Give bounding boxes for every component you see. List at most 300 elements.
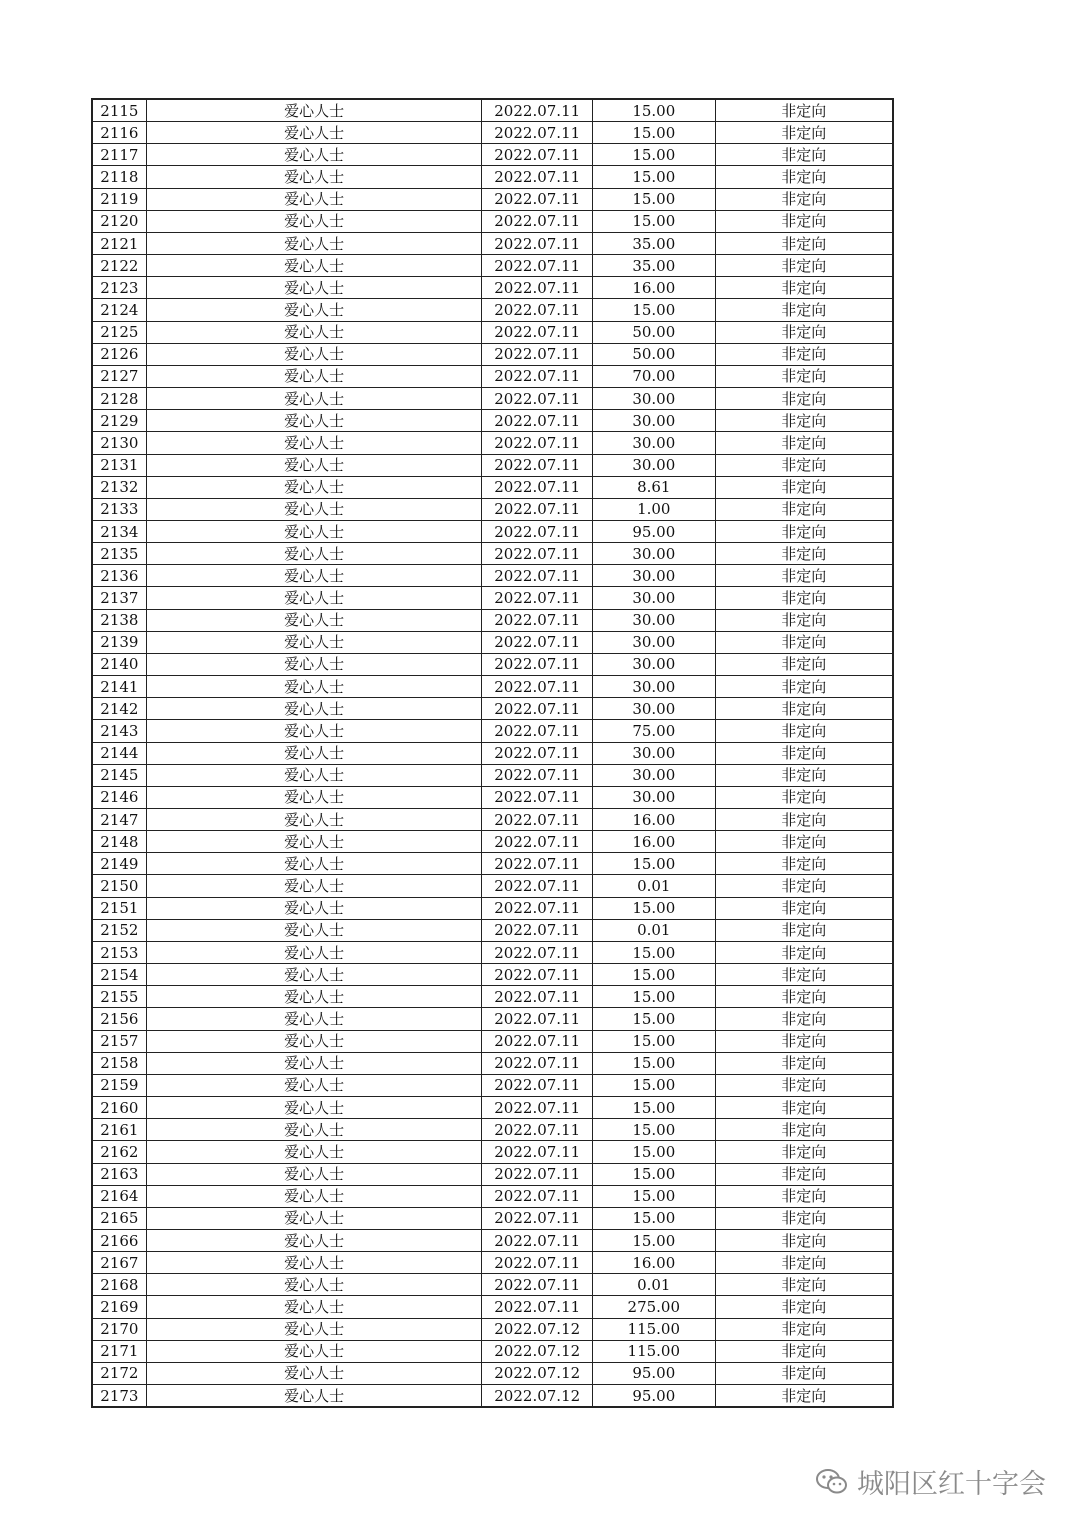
table-row xyxy=(92,410,893,432)
row-number-cell: 2120 xyxy=(92,210,146,232)
donation-amount-cell: 0.01 xyxy=(592,1274,715,1296)
donation-date-cell: 2022.07.11 xyxy=(482,277,593,299)
row-number-cell: 2118 xyxy=(92,166,146,188)
table-row xyxy=(92,1008,893,1030)
donation-date-cell: 2022.07.11 xyxy=(482,166,593,188)
table-row xyxy=(92,432,893,454)
donor-name-cell: 爱心人士 xyxy=(146,1207,482,1229)
donation-date-cell: 2022.07.11 xyxy=(482,1274,593,1296)
row-number-cell: 2144 xyxy=(92,742,146,764)
donation-amount-cell: 30.00 xyxy=(592,432,715,454)
row-number-cell: 2128 xyxy=(92,388,146,410)
donation-amount-cell: 15.00 xyxy=(592,897,715,919)
donation-type-cell: 非定向 xyxy=(715,99,893,122)
donation-amount-cell: 15.00 xyxy=(592,166,715,188)
donor-name-cell: 爱心人士 xyxy=(146,210,482,232)
donation-date-cell: 2022.07.11 xyxy=(482,609,593,631)
donation-date-cell: 2022.07.11 xyxy=(482,1185,593,1207)
table-row xyxy=(92,1141,893,1163)
row-number-cell: 2160 xyxy=(92,1097,146,1119)
donation-amount-cell: 15.00 xyxy=(592,1074,715,1096)
donation-amount-cell: 16.00 xyxy=(592,809,715,831)
row-number-cell: 2157 xyxy=(92,1030,146,1052)
donation-type-cell: 非定向 xyxy=(715,1074,893,1096)
table-row xyxy=(92,1119,893,1141)
table-row xyxy=(92,1185,893,1207)
donation-amount-cell: 30.00 xyxy=(592,454,715,476)
table-row xyxy=(92,1385,893,1408)
donation-amount-cell: 95.00 xyxy=(592,520,715,542)
row-number-cell: 2161 xyxy=(92,1119,146,1141)
donation-table xyxy=(91,98,894,1408)
donation-date-cell: 2022.07.11 xyxy=(482,919,593,941)
donation-date-cell: 2022.07.11 xyxy=(482,809,593,831)
donor-name-cell: 爱心人士 xyxy=(146,919,482,941)
row-number-cell: 2168 xyxy=(92,1274,146,1296)
donor-name-cell: 爱心人士 xyxy=(146,277,482,299)
donation-amount-cell: 70.00 xyxy=(592,365,715,387)
donation-date-cell: 2022.07.11 xyxy=(482,188,593,210)
row-number-cell: 2156 xyxy=(92,1008,146,1030)
donation-amount-cell: 30.00 xyxy=(592,786,715,808)
table-row xyxy=(92,388,893,410)
donor-name-cell: 爱心人士 xyxy=(146,609,482,631)
table-row xyxy=(92,631,893,653)
donation-date-cell: 2022.07.11 xyxy=(482,1097,593,1119)
table-row xyxy=(92,1252,893,1274)
donor-name-cell: 爱心人士 xyxy=(146,809,482,831)
donor-name-cell: 爱心人士 xyxy=(146,1141,482,1163)
donation-date-cell: 2022.07.11 xyxy=(482,631,593,653)
donation-amount-cell: 35.00 xyxy=(592,255,715,277)
table-row xyxy=(92,321,893,343)
table-row xyxy=(92,809,893,831)
table-row xyxy=(92,1340,893,1362)
donation-type-cell: 非定向 xyxy=(715,698,893,720)
donation-amount-cell: 0.01 xyxy=(592,919,715,941)
row-number-cell: 2164 xyxy=(92,1185,146,1207)
table-row xyxy=(92,144,893,166)
donation-date-cell: 2022.07.12 xyxy=(482,1362,593,1384)
donation-type-cell: 非定向 xyxy=(715,609,893,631)
donation-amount-cell: 115.00 xyxy=(592,1318,715,1340)
donation-date-cell: 2022.07.11 xyxy=(482,1252,593,1274)
donor-name-cell: 爱心人士 xyxy=(146,897,482,919)
donor-name-cell: 爱心人士 xyxy=(146,122,482,144)
donation-date-cell: 2022.07.11 xyxy=(482,321,593,343)
donor-name-cell: 爱心人士 xyxy=(146,986,482,1008)
donation-type-cell: 非定向 xyxy=(715,1252,893,1274)
donation-amount-cell: 30.00 xyxy=(592,764,715,786)
wechat-icon xyxy=(815,1467,849,1497)
row-number-cell: 2139 xyxy=(92,631,146,653)
donation-type-cell: 非定向 xyxy=(715,1274,893,1296)
donation-table-body xyxy=(92,99,893,1407)
table-row xyxy=(92,653,893,675)
donation-type-cell: 非定向 xyxy=(715,1030,893,1052)
donor-name-cell: 爱心人士 xyxy=(146,720,482,742)
row-number-cell: 2136 xyxy=(92,565,146,587)
donor-name-cell: 爱心人士 xyxy=(146,543,482,565)
donor-name-cell: 爱心人士 xyxy=(146,587,482,609)
donor-name-cell: 爱心人士 xyxy=(146,1274,482,1296)
donor-name-cell: 爱心人士 xyxy=(146,1163,482,1185)
donation-type-cell: 非定向 xyxy=(715,1318,893,1340)
donor-name-cell: 爱心人士 xyxy=(146,786,482,808)
table-row xyxy=(92,232,893,254)
donor-name-cell: 爱心人士 xyxy=(146,565,482,587)
table-row xyxy=(92,188,893,210)
donation-amount-cell: 15.00 xyxy=(592,99,715,122)
donation-date-cell: 2022.07.11 xyxy=(482,365,593,387)
donation-amount-cell: 30.00 xyxy=(592,543,715,565)
donation-date-cell: 2022.07.11 xyxy=(482,410,593,432)
donation-date-cell: 2022.07.11 xyxy=(482,698,593,720)
donor-name-cell: 爱心人士 xyxy=(146,1185,482,1207)
table-row xyxy=(92,1030,893,1052)
donation-amount-cell: 15.00 xyxy=(592,144,715,166)
donor-name-cell: 爱心人士 xyxy=(146,1340,482,1362)
donation-type-cell: 非定向 xyxy=(715,1296,893,1318)
donation-type-cell: 非定向 xyxy=(715,919,893,941)
row-number-cell: 2123 xyxy=(92,277,146,299)
donation-amount-cell: 15.00 xyxy=(592,1030,715,1052)
donor-name-cell: 爱心人士 xyxy=(146,365,482,387)
donation-type-cell: 非定向 xyxy=(715,343,893,365)
donation-date-cell: 2022.07.11 xyxy=(482,543,593,565)
donor-name-cell: 爱心人士 xyxy=(146,410,482,432)
donation-type-cell: 非定向 xyxy=(715,786,893,808)
row-number-cell: 2115 xyxy=(92,99,146,122)
donation-date-cell: 2022.07.11 xyxy=(482,520,593,542)
row-number-cell: 2166 xyxy=(92,1229,146,1251)
donor-name-cell: 爱心人士 xyxy=(146,144,482,166)
donation-amount-cell: 30.00 xyxy=(592,742,715,764)
donation-type-cell: 非定向 xyxy=(715,454,893,476)
donation-amount-cell: 15.00 xyxy=(592,1229,715,1251)
donation-type-cell: 非定向 xyxy=(715,587,893,609)
donation-amount-cell: 50.00 xyxy=(592,321,715,343)
donation-type-cell: 非定向 xyxy=(715,1052,893,1074)
donation-amount-cell: 8.61 xyxy=(592,476,715,498)
donation-date-cell: 2022.07.11 xyxy=(482,1074,593,1096)
table-row xyxy=(92,1296,893,1318)
donor-name-cell: 爱心人士 xyxy=(146,321,482,343)
donation-type-cell: 非定向 xyxy=(715,764,893,786)
donation-type-cell: 非定向 xyxy=(715,964,893,986)
donation-type-cell: 非定向 xyxy=(715,1385,893,1408)
donor-name-cell: 爱心人士 xyxy=(146,676,482,698)
donation-amount-cell: 30.00 xyxy=(592,410,715,432)
donation-type-cell: 非定向 xyxy=(715,986,893,1008)
donation-date-cell: 2022.07.11 xyxy=(482,1296,593,1318)
table-row xyxy=(92,964,893,986)
table-row xyxy=(92,941,893,963)
row-number-cell: 2151 xyxy=(92,897,146,919)
donation-date-cell: 2022.07.11 xyxy=(482,1030,593,1052)
table-row xyxy=(92,565,893,587)
donation-date-cell: 2022.07.11 xyxy=(482,1207,593,1229)
donation-type-cell: 非定向 xyxy=(715,875,893,897)
row-number-cell: 2117 xyxy=(92,144,146,166)
row-number-cell: 2173 xyxy=(92,1385,146,1408)
donation-date-cell: 2022.07.11 xyxy=(482,964,593,986)
table-row xyxy=(92,587,893,609)
row-number-cell: 2172 xyxy=(92,1362,146,1384)
donor-name-cell: 爱心人士 xyxy=(146,742,482,764)
row-number-cell: 2158 xyxy=(92,1052,146,1074)
table-row xyxy=(92,698,893,720)
donor-name-cell: 爱心人士 xyxy=(146,764,482,786)
donor-name-cell: 爱心人士 xyxy=(146,1097,482,1119)
table-row xyxy=(92,1318,893,1340)
row-number-cell: 2169 xyxy=(92,1296,146,1318)
table-row xyxy=(92,454,893,476)
donor-name-cell: 爱心人士 xyxy=(146,255,482,277)
donor-name-cell: 爱心人士 xyxy=(146,476,482,498)
row-number-cell: 2122 xyxy=(92,255,146,277)
donation-date-cell: 2022.07.12 xyxy=(482,1318,593,1340)
donor-name-cell: 爱心人士 xyxy=(146,99,482,122)
donation-amount-cell: 0.01 xyxy=(592,875,715,897)
donation-date-cell: 2022.07.11 xyxy=(482,1119,593,1141)
watermark-text: 城阳区红十字会 xyxy=(857,1469,1046,1500)
donor-name-cell: 爱心人士 xyxy=(146,166,482,188)
row-number-cell: 2130 xyxy=(92,432,146,454)
row-number-cell: 2142 xyxy=(92,698,146,720)
donation-type-cell: 非定向 xyxy=(715,853,893,875)
table-row xyxy=(92,676,893,698)
donor-name-cell: 爱心人士 xyxy=(146,1252,482,1274)
donation-type-cell: 非定向 xyxy=(715,1008,893,1030)
donor-name-cell: 爱心人士 xyxy=(146,1229,482,1251)
table-row xyxy=(92,498,893,520)
donation-type-cell: 非定向 xyxy=(715,742,893,764)
donor-name-cell: 爱心人士 xyxy=(146,875,482,897)
donation-date-cell: 2022.07.11 xyxy=(482,676,593,698)
donor-name-cell: 爱心人士 xyxy=(146,232,482,254)
donation-amount-cell: 15.00 xyxy=(592,188,715,210)
donation-date-cell: 2022.07.11 xyxy=(482,432,593,454)
donation-amount-cell: 1.00 xyxy=(592,498,715,520)
donation-amount-cell: 15.00 xyxy=(592,122,715,144)
donation-date-cell: 2022.07.11 xyxy=(482,1008,593,1030)
donation-date-cell: 2022.07.12 xyxy=(482,1385,593,1408)
donation-date-cell: 2022.07.11 xyxy=(482,1163,593,1185)
row-number-cell: 2141 xyxy=(92,676,146,698)
table-row xyxy=(92,1097,893,1119)
table-row xyxy=(92,1362,893,1384)
row-number-cell: 2140 xyxy=(92,653,146,675)
donation-amount-cell: 35.00 xyxy=(592,232,715,254)
donor-name-cell: 爱心人士 xyxy=(146,343,482,365)
donor-name-cell: 爱心人士 xyxy=(146,1385,482,1408)
donation-type-cell: 非定向 xyxy=(715,831,893,853)
row-number-cell: 2137 xyxy=(92,587,146,609)
donation-type-cell: 非定向 xyxy=(715,122,893,144)
donation-type-cell: 非定向 xyxy=(715,299,893,321)
row-number-cell: 2127 xyxy=(92,365,146,387)
donor-name-cell: 爱心人士 xyxy=(146,941,482,963)
table-row xyxy=(92,166,893,188)
donation-date-cell: 2022.07.11 xyxy=(482,1052,593,1074)
row-number-cell: 2116 xyxy=(92,122,146,144)
donation-type-cell: 非定向 xyxy=(715,720,893,742)
account-watermark xyxy=(815,1462,1046,1501)
row-number-cell: 2133 xyxy=(92,498,146,520)
donation-amount-cell: 15.00 xyxy=(592,941,715,963)
donation-date-cell: 2022.07.11 xyxy=(482,1141,593,1163)
donation-amount-cell: 15.00 xyxy=(592,986,715,1008)
row-number-cell: 2132 xyxy=(92,476,146,498)
donor-name-cell: 爱心人士 xyxy=(146,1318,482,1340)
row-number-cell: 2155 xyxy=(92,986,146,1008)
donation-amount-cell: 30.00 xyxy=(592,631,715,653)
donation-amount-cell: 16.00 xyxy=(592,1252,715,1274)
table-row xyxy=(92,1274,893,1296)
donation-type-cell: 非定向 xyxy=(715,809,893,831)
donation-type-cell: 非定向 xyxy=(715,1362,893,1384)
donation-amount-cell: 16.00 xyxy=(592,277,715,299)
table-row xyxy=(92,786,893,808)
row-number-cell: 2143 xyxy=(92,720,146,742)
donation-amount-cell: 15.00 xyxy=(592,210,715,232)
donor-name-cell: 爱心人士 xyxy=(146,432,482,454)
donation-amount-cell: 15.00 xyxy=(592,1097,715,1119)
donation-type-cell: 非定向 xyxy=(715,520,893,542)
donor-name-cell: 爱心人士 xyxy=(146,388,482,410)
donation-date-cell: 2022.07.12 xyxy=(482,1340,593,1362)
donation-amount-cell: 15.00 xyxy=(592,299,715,321)
donation-date-cell: 2022.07.11 xyxy=(482,454,593,476)
donation-type-cell: 非定向 xyxy=(715,1097,893,1119)
donation-amount-cell: 75.00 xyxy=(592,720,715,742)
donation-type-cell: 非定向 xyxy=(715,941,893,963)
row-number-cell: 2170 xyxy=(92,1318,146,1340)
donation-type-cell: 非定向 xyxy=(715,631,893,653)
donation-type-cell: 非定向 xyxy=(715,498,893,520)
donation-amount-cell: 15.00 xyxy=(592,1052,715,1074)
donation-type-cell: 非定向 xyxy=(715,365,893,387)
row-number-cell: 2135 xyxy=(92,543,146,565)
row-number-cell: 2131 xyxy=(92,454,146,476)
donation-amount-cell: 30.00 xyxy=(592,587,715,609)
donation-date-cell: 2022.07.11 xyxy=(482,210,593,232)
donation-type-cell: 非定向 xyxy=(715,653,893,675)
donation-amount-cell: 95.00 xyxy=(592,1362,715,1384)
donation-amount-cell: 275.00 xyxy=(592,1296,715,1318)
donor-name-cell: 爱心人士 xyxy=(146,498,482,520)
row-number-cell: 2154 xyxy=(92,964,146,986)
row-number-cell: 2149 xyxy=(92,853,146,875)
table-row xyxy=(92,255,893,277)
row-number-cell: 2129 xyxy=(92,410,146,432)
donation-date-cell: 2022.07.11 xyxy=(482,565,593,587)
donation-date-cell: 2022.07.11 xyxy=(482,720,593,742)
row-number-cell: 2126 xyxy=(92,343,146,365)
donation-amount-cell: 15.00 xyxy=(592,1163,715,1185)
table-row xyxy=(92,742,893,764)
donation-date-cell: 2022.07.11 xyxy=(482,476,593,498)
table-row xyxy=(92,831,893,853)
donation-amount-cell: 15.00 xyxy=(592,1207,715,1229)
table-row xyxy=(92,122,893,144)
donation-type-cell: 非定向 xyxy=(715,388,893,410)
donation-date-cell: 2022.07.11 xyxy=(482,653,593,675)
row-number-cell: 2148 xyxy=(92,831,146,853)
donor-name-cell: 爱心人士 xyxy=(146,188,482,210)
donor-name-cell: 爱心人士 xyxy=(146,698,482,720)
donation-amount-cell: 95.00 xyxy=(592,1385,715,1408)
donation-amount-cell: 15.00 xyxy=(592,1141,715,1163)
donor-name-cell: 爱心人士 xyxy=(146,853,482,875)
donation-type-cell: 非定向 xyxy=(715,1163,893,1185)
donation-type-cell: 非定向 xyxy=(715,1185,893,1207)
donation-amount-cell: 15.00 xyxy=(592,964,715,986)
row-number-cell: 2171 xyxy=(92,1340,146,1362)
table-row xyxy=(92,897,893,919)
donation-type-cell: 非定向 xyxy=(715,1119,893,1141)
donor-name-cell: 爱心人士 xyxy=(146,831,482,853)
table-row xyxy=(92,720,893,742)
table-row xyxy=(92,1207,893,1229)
row-number-cell: 2145 xyxy=(92,764,146,786)
table-row xyxy=(92,853,893,875)
row-number-cell: 2163 xyxy=(92,1163,146,1185)
donation-type-cell: 非定向 xyxy=(715,543,893,565)
donation-date-cell: 2022.07.11 xyxy=(482,388,593,410)
row-number-cell: 2121 xyxy=(92,232,146,254)
donation-amount-cell: 50.00 xyxy=(592,343,715,365)
donation-type-cell: 非定向 xyxy=(715,676,893,698)
donation-date-cell: 2022.07.11 xyxy=(482,742,593,764)
row-number-cell: 2147 xyxy=(92,809,146,831)
row-number-cell: 2134 xyxy=(92,520,146,542)
donation-date-cell: 2022.07.11 xyxy=(482,232,593,254)
donation-date-cell: 2022.07.11 xyxy=(482,986,593,1008)
donation-type-cell: 非定向 xyxy=(715,565,893,587)
table-row xyxy=(92,1052,893,1074)
donation-type-cell: 非定向 xyxy=(715,432,893,454)
donation-date-cell: 2022.07.11 xyxy=(482,853,593,875)
donation-amount-cell: 30.00 xyxy=(592,609,715,631)
row-number-cell: 2138 xyxy=(92,609,146,631)
donation-type-cell: 非定向 xyxy=(715,166,893,188)
row-number-cell: 2124 xyxy=(92,299,146,321)
donation-type-cell: 非定向 xyxy=(715,232,893,254)
donation-type-cell: 非定向 xyxy=(715,188,893,210)
donor-name-cell: 爱心人士 xyxy=(146,653,482,675)
donor-name-cell: 爱心人士 xyxy=(146,1030,482,1052)
donor-name-cell: 爱心人士 xyxy=(146,1362,482,1384)
donation-date-cell: 2022.07.11 xyxy=(482,897,593,919)
row-number-cell: 2153 xyxy=(92,941,146,963)
table-row xyxy=(92,543,893,565)
donation-amount-cell: 16.00 xyxy=(592,831,715,853)
donation-amount-cell: 30.00 xyxy=(592,388,715,410)
table-row xyxy=(92,210,893,232)
donation-amount-cell: 15.00 xyxy=(592,1185,715,1207)
row-number-cell: 2119 xyxy=(92,188,146,210)
donation-date-cell: 2022.07.11 xyxy=(482,343,593,365)
table-row xyxy=(92,1229,893,1251)
donation-date-cell: 2022.07.11 xyxy=(482,1229,593,1251)
donor-name-cell: 爱心人士 xyxy=(146,631,482,653)
row-number-cell: 2150 xyxy=(92,875,146,897)
donation-date-cell: 2022.07.11 xyxy=(482,498,593,520)
donor-name-cell: 爱心人士 xyxy=(146,964,482,986)
table-row xyxy=(92,1163,893,1185)
